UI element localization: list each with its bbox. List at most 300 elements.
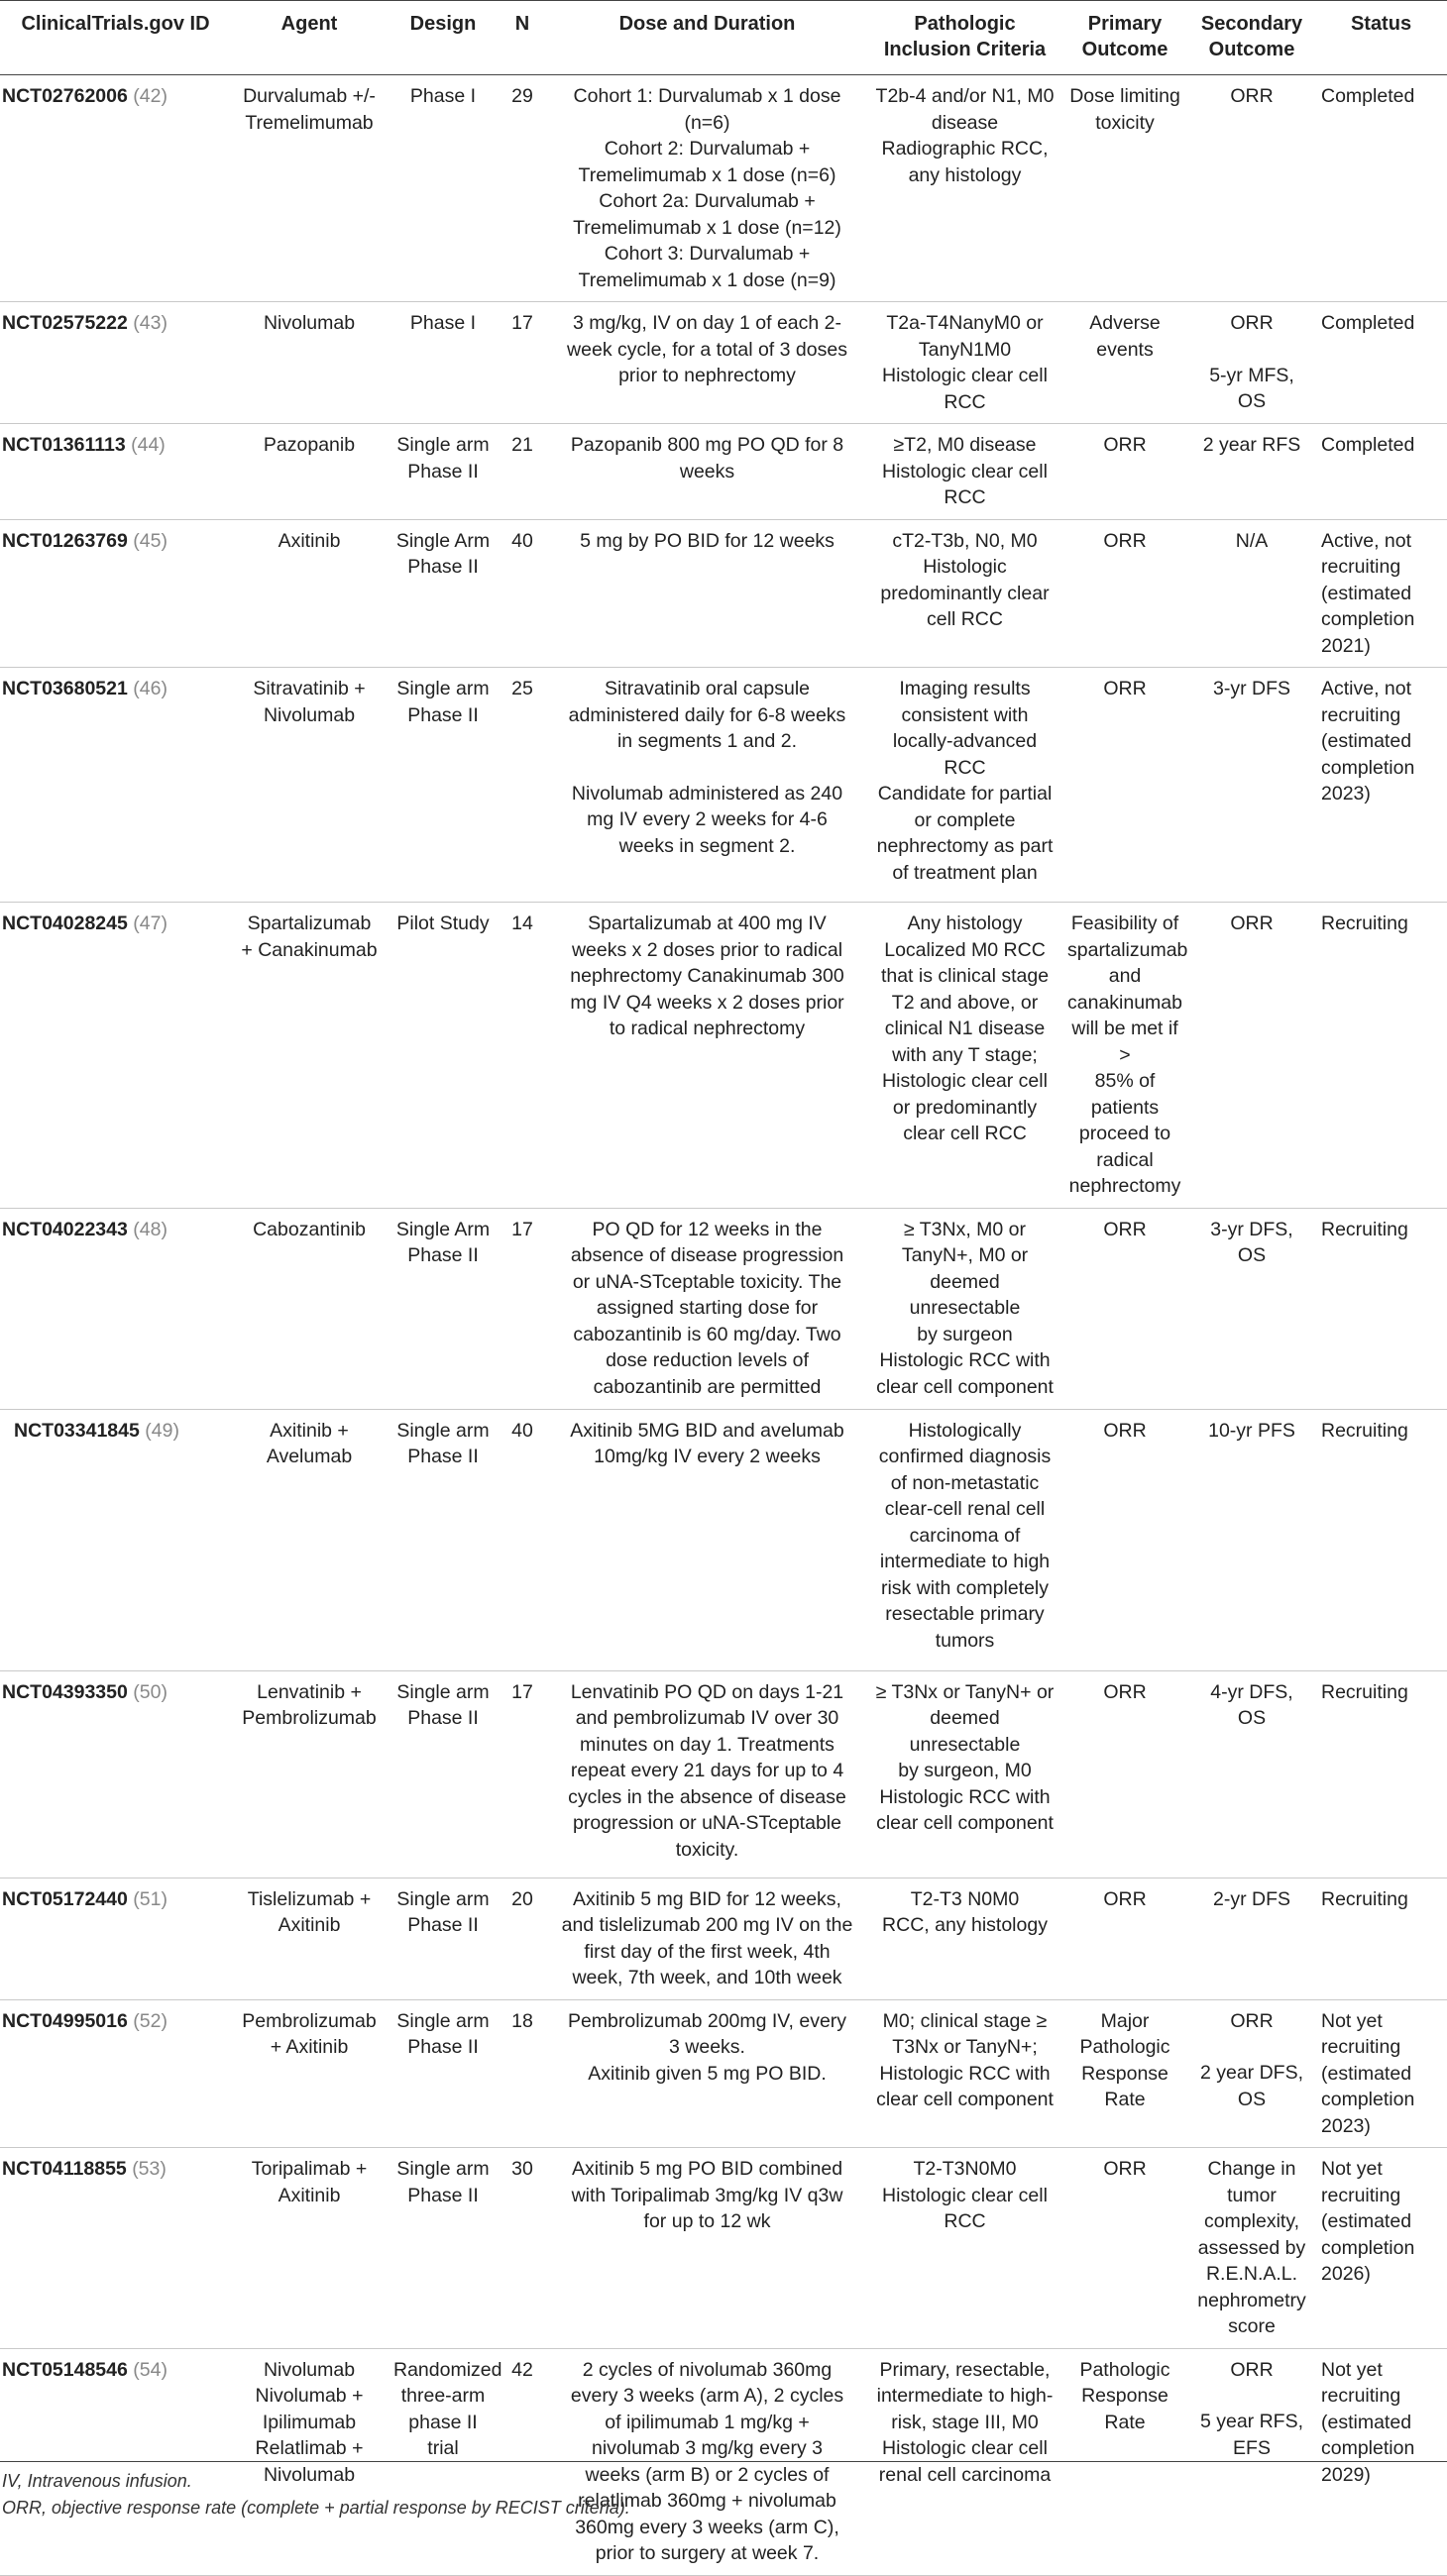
paragraph-gap — [1194, 337, 1309, 363]
status-cell — [1315, 302, 1447, 424]
secondary-line: 2 year RFS — [1202, 434, 1301, 456]
secondary-line: OS — [1237, 2088, 1267, 2110]
status-line: Active, not — [1321, 678, 1412, 699]
secondary-outcome-cell — [1188, 668, 1315, 903]
reference: (52) — [133, 2009, 167, 2032]
primary-outcome-cell — [1061, 302, 1188, 424]
status-cell — [1315, 2148, 1447, 2349]
dose-cell — [546, 1670, 868, 1878]
reference: (50) — [133, 1680, 167, 1703]
design-line: Phase II — [407, 1914, 479, 1936]
agent-cell — [231, 302, 388, 424]
agent-line: Avelumab — [266, 1446, 353, 1467]
design-cell — [388, 903, 499, 1209]
design-line: Single arm — [396, 434, 490, 456]
agent-cell — [231, 1878, 388, 1999]
trial-id-cell — [0, 668, 231, 903]
dose-line: dose reduction levels of — [606, 1349, 809, 1371]
secondary-outcome-cell — [1188, 903, 1315, 1209]
dose-line: relatlimab 360mg + nivolumab — [578, 2490, 836, 2512]
primary-line: Dose limiting — [1069, 85, 1180, 107]
criteria-cell — [868, 1670, 1061, 1878]
criteria-line: carcinoma of — [909, 1524, 1021, 1547]
secondary-outcome-cell — [1188, 1878, 1315, 1999]
secondary-line: ORR — [1230, 312, 1274, 334]
dose-line: nivolumab 3 mg/kg every 3 — [591, 2437, 824, 2459]
criteria-line: that is clinical stage — [880, 965, 1050, 987]
header-line: Pathologic — [914, 13, 1016, 35]
dose-line: to radical nephrectomy — [609, 1018, 806, 1039]
header-line: Outcome — [1208, 39, 1295, 60]
criteria-line: Histologic clear cell — [882, 365, 1048, 386]
reference: (45) — [133, 529, 167, 552]
table-footnotes — [0, 2461, 1447, 2522]
status-line: 2023) — [1321, 2114, 1371, 2137]
status-line: 2021) — [1321, 634, 1371, 657]
n-cell: 14 — [499, 903, 546, 1209]
primary-line: ORR — [1103, 434, 1147, 456]
reference: (43) — [133, 312, 167, 334]
secondary-line: OS — [1237, 390, 1267, 412]
header-secondary-outcome — [1188, 1, 1315, 75]
dose-line: 3 mg/kg, IV on day 1 of each 2- — [573, 312, 841, 334]
primary-outcome-cell — [1061, 1409, 1188, 1670]
dose-line: cycles in the absence of disease — [568, 1785, 846, 1808]
reference: (53) — [132, 2158, 167, 2180]
criteria-line: clinical N1 disease — [884, 1018, 1046, 1039]
secondary-line: OS — [1237, 1707, 1267, 1729]
criteria-line: by surgeon — [917, 1323, 1013, 1345]
secondary-line: 2-yr DFS — [1213, 1887, 1290, 1910]
primary-outcome-cell — [1061, 75, 1188, 302]
dose-line: week cycle, for a total of 3 doses — [567, 338, 847, 361]
criteria-cell — [868, 424, 1061, 520]
trial-id-cell — [0, 1208, 231, 1409]
secondary-line: ORR — [1230, 85, 1274, 107]
status-line: 2023) — [1321, 783, 1371, 805]
dose-line: cabozantinib is 60 mg/day. Two — [573, 1323, 841, 1345]
dose-line: Pazopanib 800 mg PO QD for 8 — [570, 434, 844, 456]
secondary-outcome-cell — [1188, 1999, 1315, 2148]
secondary-line: 3-yr DFS, — [1210, 1218, 1293, 1240]
dose-line: Axitinib 5 mg BID for 12 weeks, — [573, 1887, 841, 1910]
agent-line: Axitinib — [278, 1914, 341, 1936]
reference: (46) — [133, 678, 167, 699]
criteria-line: any histology — [908, 163, 1022, 186]
agent-cell — [231, 75, 388, 302]
dose-line: weeks — [679, 460, 735, 483]
design-cell — [388, 1208, 499, 1409]
criteria-line: deemed unresectable — [909, 1270, 1021, 1319]
dose-line: weeks in segment 2. — [618, 834, 796, 857]
status-cell — [1315, 1999, 1447, 2148]
criteria-cell — [868, 1878, 1061, 1999]
design-line: Single arm — [396, 678, 490, 699]
primary-line: ORR — [1103, 1218, 1147, 1240]
criteria-line: consistent with — [901, 703, 1029, 726]
design-line: Phase II — [407, 1446, 479, 1467]
table-row — [0, 903, 1447, 1209]
primary-line: canakinumab — [1067, 991, 1182, 1014]
footnote: ORR, objective response rate (complete + partial response by RECIST criteria). — [2, 2498, 630, 2518]
design-line: Phase II — [407, 556, 479, 578]
n-cell: 17 — [499, 1208, 546, 1409]
dose-line: 5 mg by PO BID for 12 weeks — [580, 529, 835, 552]
dose-line: cabozantinib are permitted — [593, 1375, 822, 1398]
primary-line: spartalizumab — [1067, 938, 1188, 961]
primary-outcome-cell — [1061, 1208, 1188, 1409]
primary-line: proceed to — [1078, 1123, 1171, 1144]
agent-line: Toripalimab + — [251, 2158, 368, 2180]
criteria-line: risk with completely — [880, 1576, 1050, 1599]
table-row — [0, 1878, 1447, 1999]
status-line: Completed — [1321, 434, 1415, 456]
dose-line: 10mg/kg IV every 2 weeks — [594, 1446, 821, 1467]
design-line: Phase II — [407, 1707, 479, 1729]
criteria-line: risk, stage III, M0 — [891, 2411, 1039, 2433]
dose-line: 3 weeks. — [669, 2036, 745, 2058]
n-cell: 17 — [499, 302, 546, 424]
primary-line: ORR — [1103, 2158, 1147, 2180]
paragraph-gap — [552, 755, 862, 781]
primary-outcome-cell — [1061, 903, 1188, 1209]
criteria-line: intermediate to high — [879, 1551, 1051, 1572]
design-line: Single arm — [396, 1887, 490, 1910]
primary-line: toxicity — [1095, 111, 1155, 134]
secondary-line: nephrometry — [1197, 2289, 1306, 2311]
criteria-line: Histologic RCC with — [879, 1785, 1051, 1808]
table-body — [0, 75, 1447, 2576]
reference: (49) — [145, 1419, 179, 1442]
status-cell — [1315, 668, 1447, 903]
reference: (54) — [133, 2358, 167, 2381]
table-row — [0, 1999, 1447, 2148]
criteria-line: T2-T3 N0M0 — [910, 1887, 1020, 1910]
criteria-line: clear-cell renal cell — [884, 1498, 1046, 1520]
table-row — [0, 302, 1447, 424]
dose-cell — [546, 1878, 868, 1999]
status-line: recruiting — [1321, 2184, 1401, 2206]
dose-line: repeat every 21 days for up to 4 — [570, 1760, 844, 1781]
agent-line: Pembrolizumab — [242, 2009, 377, 2032]
dose-cell — [546, 424, 868, 520]
status-cell — [1315, 75, 1447, 302]
criteria-line: or complete — [914, 808, 1016, 831]
design-line: Phase II — [407, 703, 479, 726]
dose-cell — [546, 903, 868, 1209]
dose-line: with Toripalimab 3mg/kg IV q3w — [571, 2184, 843, 2206]
design-line: Phase II — [407, 2184, 479, 2206]
criteria-line: ≥T2, M0 disease — [893, 434, 1037, 456]
trial-id: NCT01263769 — [2, 529, 128, 552]
agent-line: Pazopanib — [263, 434, 356, 456]
agent-line: Axitinib — [278, 529, 341, 552]
primary-line: 85% of patients — [1090, 1070, 1160, 1119]
secondary-line: ORR — [1230, 912, 1274, 934]
n-cell: 30 — [499, 2148, 546, 2349]
primary-outcome-cell — [1061, 424, 1188, 520]
criteria-line: intermediate to high- — [876, 2385, 1054, 2407]
header-status: Status — [1315, 1, 1447, 75]
criteria-line: TanyN1M0 — [918, 338, 1012, 361]
criteria-line: cell RCC — [927, 608, 1003, 630]
criteria-cell — [868, 1409, 1061, 1670]
primary-line: ORR — [1103, 529, 1147, 552]
agent-cell — [231, 903, 388, 1209]
design-cell — [388, 75, 499, 302]
primary-line: Pathologic — [1079, 2036, 1170, 2058]
criteria-line: T2b-4 and/or N1, M0 — [875, 85, 1055, 107]
primary-outcome-cell — [1061, 519, 1188, 668]
criteria-line: Candidate for partial — [877, 783, 1053, 805]
secondary-line: tumor — [1227, 2184, 1277, 2206]
agent-line: Nivolumab — [263, 2358, 356, 2381]
secondary-outcome-cell — [1188, 2148, 1315, 2349]
dose-cell — [546, 519, 868, 668]
criteria-line: confirmed diagnosis — [878, 1446, 1052, 1467]
status-cell — [1315, 424, 1447, 520]
criteria-line: T2-T3N0M0 — [913, 2158, 1017, 2180]
criteria-line: deemed unresectable — [909, 1707, 1021, 1756]
table-header-row — [0, 1, 1447, 75]
secondary-line: 5-yr MFS, — [1209, 364, 1294, 386]
agent-line: Lenvatinib + — [257, 1680, 362, 1703]
design-cell — [388, 1670, 499, 1878]
criteria-line: disease — [931, 111, 999, 134]
criteria-cell — [868, 519, 1061, 668]
n-cell: 40 — [499, 519, 546, 668]
primary-outcome-cell — [1061, 1878, 1188, 1999]
footnote: IV, Intravenous infusion. — [2, 2471, 192, 2491]
reference: (48) — [133, 1218, 167, 1240]
dose-line: in segments 1 and 2. — [616, 730, 798, 752]
dose-line: 360mg every 3 weeks (arm C), — [575, 2516, 839, 2538]
design-cell — [388, 519, 499, 668]
trial-id: NCT05172440 — [2, 1887, 128, 1910]
status-line: recruiting — [1321, 556, 1401, 578]
trial-id: NCT03341845 — [14, 1419, 140, 1442]
criteria-line: Histologic clear cell — [882, 1070, 1048, 1092]
criteria-line: ≥ T3Nx, M0 or — [903, 1218, 1027, 1240]
agent-cell — [231, 519, 388, 668]
agent-line: Spartalizumab — [247, 912, 372, 934]
agent-line: + Axitinib — [270, 2036, 349, 2058]
criteria-cell — [868, 302, 1061, 424]
criteria-line: clear cell component — [876, 1812, 1054, 1834]
dose-line: Cohort 2a: Durvalumab + — [599, 190, 816, 212]
trial-id: NCT04028245 — [2, 912, 128, 934]
secondary-line: Change in — [1207, 2158, 1296, 2180]
trial-id-cell — [0, 903, 231, 1209]
trial-id: NCT01361113 — [2, 434, 126, 456]
agent-line: Axitinib — [278, 2184, 341, 2206]
paragraph-gap — [1194, 2383, 1309, 2409]
criteria-cell — [868, 1208, 1061, 1409]
trial-id: NCT04022343 — [2, 1218, 128, 1240]
primary-line: ORR — [1103, 678, 1147, 699]
primary-outcome-cell — [1061, 668, 1188, 903]
agent-line: Durvalumab +/- — [243, 85, 376, 107]
design-cell — [388, 1878, 499, 1999]
criteria-cell — [868, 1999, 1061, 2148]
secondary-outcome-cell — [1188, 1409, 1315, 1670]
header-agent: Agent — [231, 1, 388, 75]
criteria-line: T2 and above, or — [891, 991, 1039, 1014]
design-line: Single arm — [396, 2009, 490, 2032]
dose-line: Axitinib given 5 mg PO BID. — [588, 2062, 827, 2085]
status-cell — [1315, 1670, 1447, 1878]
status-cell — [1315, 1208, 1447, 1409]
criteria-line: TanyN+, M0 or — [901, 1244, 1029, 1266]
header-line: Inclusion Criteria — [883, 39, 1047, 60]
dose-cell — [546, 2148, 868, 2349]
agent-cell — [231, 424, 388, 520]
agent-cell — [231, 2148, 388, 2349]
status-cell — [1315, 1409, 1447, 1670]
primary-line: radical — [1096, 1148, 1154, 1171]
secondary-line: 10-yr PFS — [1208, 1419, 1295, 1442]
criteria-line: Histologic clear cell — [882, 460, 1048, 483]
agent-cell — [231, 1409, 388, 1670]
status-line: completion — [1321, 2437, 1415, 2459]
agent-line: Tremelimumab — [245, 111, 374, 134]
table-row — [0, 2148, 1447, 2349]
trial-id-cell — [0, 2148, 231, 2349]
criteria-cell — [868, 2148, 1061, 2349]
criteria-line: with any T stage; — [892, 1043, 1038, 1066]
agent-line: Cabozantinib — [253, 1218, 366, 1240]
design-line: Single arm — [396, 1680, 490, 1703]
secondary-outcome-cell — [1188, 519, 1315, 668]
dose-line: weeks x 2 doses prior to radical — [571, 938, 843, 961]
criteria-cell — [868, 668, 1061, 903]
dose-cell — [546, 75, 868, 302]
table-row — [0, 1208, 1447, 1409]
criteria-line: resectable primary — [885, 1603, 1045, 1625]
status-line: 2029) — [1321, 2463, 1371, 2486]
n-cell: 20 — [499, 1878, 546, 1999]
header-design: Design — [388, 1, 499, 75]
header-dose-duration: Dose and Duration — [546, 1, 868, 75]
dose-line: Tremelimumab x 1 dose (n=6) — [578, 163, 836, 186]
design-line: Phase II — [407, 2036, 479, 2058]
secondary-line: ORR — [1230, 2358, 1274, 2381]
design-line: Phase II — [407, 460, 479, 483]
criteria-line: Localized M0 RCC — [884, 938, 1046, 961]
criteria-line: Histologic clear cell — [882, 2184, 1048, 2206]
trial-id-cell — [0, 1999, 231, 2148]
dose-line: Pembrolizumab 200mg IV, every — [567, 2009, 847, 2032]
dose-line: Cohort 2: Durvalumab + — [604, 138, 811, 160]
dose-line: Axitinib 5 mg PO BID combined — [571, 2158, 843, 2180]
primary-outcome-cell — [1061, 1670, 1188, 1878]
dose-line: every 3 weeks (arm A), 2 cycles — [570, 2385, 844, 2407]
secondary-line: EFS — [1233, 2436, 1271, 2459]
status-line: Recruiting — [1321, 1680, 1408, 1703]
primary-line: and — [1108, 965, 1142, 987]
agent-cell — [231, 668, 388, 903]
reference: (44) — [131, 434, 166, 456]
status-cell — [1315, 903, 1447, 1209]
dose-line: nephrectomy Canakinumab 300 — [570, 965, 844, 987]
dose-line: prior to nephrectomy — [618, 365, 796, 386]
criteria-line: Histologic clear cell — [882, 2437, 1048, 2459]
agent-line: Nivolumab — [263, 2463, 356, 2486]
agent-line: Nivolumab + — [255, 2385, 364, 2407]
criteria-line: nephrectomy as part — [876, 835, 1054, 857]
dose-line: Cohort 1: Durvalumab x 1 dose — [573, 85, 841, 107]
dose-line: (n=6) — [684, 111, 730, 134]
secondary-outcome-cell — [1188, 1208, 1315, 1409]
criteria-line: clear cell component — [876, 2089, 1054, 2110]
table-row — [0, 519, 1447, 668]
design-line: Phase I — [409, 312, 477, 334]
primary-line: ORR — [1103, 1887, 1147, 1910]
reference: (42) — [133, 85, 167, 107]
status-line: completion — [1321, 2236, 1415, 2259]
dose-line: first day of the first week, 4th — [584, 1940, 831, 1963]
criteria-line: of non-metastatic — [890, 1471, 1040, 1494]
trial-id: NCT05148546 — [2, 2358, 128, 2381]
dose-line: weeks (arm B) or 2 cycles of — [585, 2463, 830, 2486]
dose-line: Sitravatinib oral capsule — [604, 678, 811, 699]
design-cell — [388, 2148, 499, 2349]
table-row — [0, 668, 1447, 903]
dose-line: mg IV Q4 weeks x 2 doses prior — [570, 991, 844, 1014]
criteria-line: Histologic — [923, 556, 1007, 578]
primary-line: ORR — [1103, 1419, 1147, 1442]
criteria-line: RCC — [944, 756, 986, 779]
status-line: (estimated — [1321, 2411, 1412, 2433]
status-line: Recruiting — [1321, 1218, 1408, 1240]
dose-line: week, 7th week, and 10th week — [572, 1967, 842, 1988]
secondary-line: assessed by — [1197, 2236, 1306, 2259]
criteria-line: RCC, any histology — [882, 1914, 1048, 1936]
primary-line: Response Rate — [1081, 2385, 1169, 2433]
dose-line: toxicity. — [675, 1838, 739, 1861]
trial-id: NCT02575222 — [2, 312, 128, 334]
dose-line: and tislelizumab 200 mg IV on the — [561, 1914, 853, 1936]
dose-cell — [546, 1208, 868, 1409]
criteria-cell — [868, 903, 1061, 1209]
status-line: Recruiting — [1321, 1419, 1408, 1442]
criteria-line: of treatment plan — [892, 861, 1038, 884]
criteria-line: ≥ T3Nx or TanyN+ or — [875, 1680, 1055, 1703]
criteria-line: RCC — [944, 2210, 986, 2232]
agent-line: Relatlimab + — [255, 2437, 364, 2459]
agent-line: Sitravatinib + — [253, 678, 366, 699]
table-row — [0, 1409, 1447, 1670]
criteria-line: RCC — [944, 390, 986, 413]
status-line: recruiting — [1321, 2036, 1401, 2058]
design-cell — [388, 424, 499, 520]
status-line: (estimated — [1321, 582, 1412, 604]
design-line: Single arm — [396, 1419, 490, 1442]
agent-line: Ipilimumab — [262, 2411, 357, 2433]
status-line: Completed — [1321, 312, 1415, 334]
agent-line: Axitinib + — [270, 1419, 349, 1442]
status-line: Recruiting — [1321, 912, 1408, 934]
criteria-line: tumors — [935, 1629, 995, 1652]
status-line: Not yet — [1321, 2158, 1383, 2180]
criteria-line: by surgeon, M0 — [898, 1760, 1032, 1781]
status-line: Completed — [1321, 85, 1415, 107]
secondary-line: ORR — [1230, 2009, 1274, 2032]
dose-line: assigned starting dose for — [596, 1297, 819, 1319]
dose-cell — [546, 1999, 868, 2148]
primary-line: Feasibility of — [1070, 912, 1179, 934]
status-cell — [1315, 1878, 1447, 1999]
